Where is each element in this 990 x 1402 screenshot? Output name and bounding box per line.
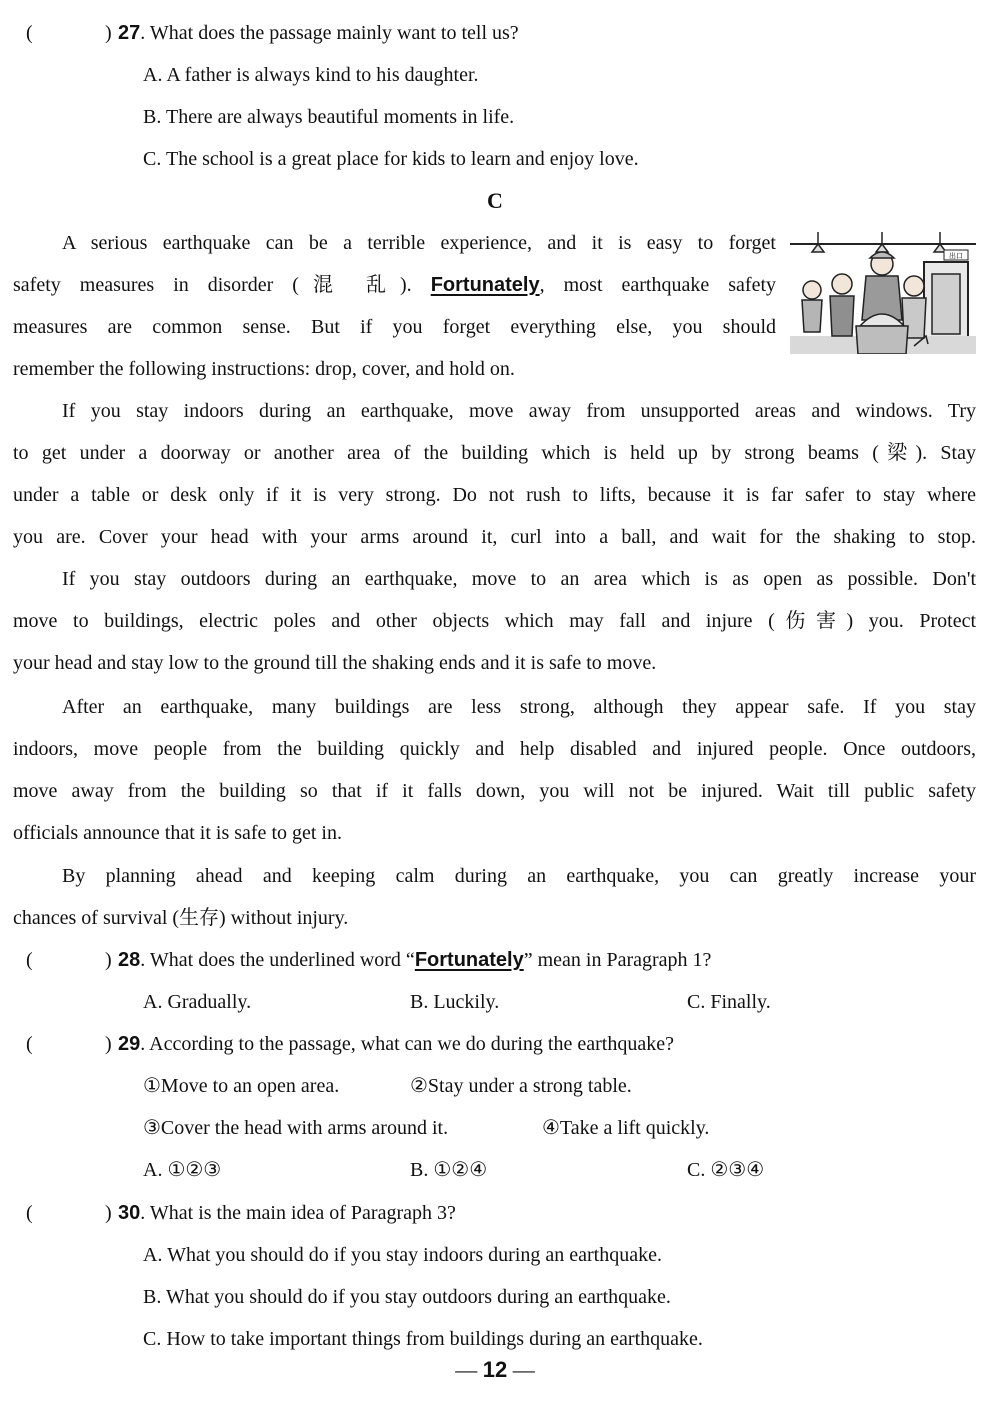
answer-paren-close: ) (105, 1033, 112, 1055)
earthquake-evacuation-illustration (790, 228, 976, 354)
choice-item-1: ①Move to an open area. (143, 1075, 340, 1097)
choice-item-3: ③Cover the head with arms around it. (143, 1117, 449, 1139)
option-b: B. What you should do if you stay outdoors during an earthquake. (143, 1286, 671, 1308)
answer-paren-open: ( (26, 22, 33, 44)
answer-paren-close: ) (105, 949, 112, 971)
answer-paren-open: ( (26, 1033, 33, 1055)
question-number: 30 (118, 1202, 141, 1224)
paragraph-line: under a table or desk only if it is very strong. Do not rush to lifts, because it is far safer to stay where (13, 484, 976, 506)
option-c: C. ②③④ (687, 1159, 765, 1181)
option-a: A. What you should do if you stay indoors during an earthquake. (143, 1244, 662, 1266)
paragraph-line: By planning ahead and keeping calm during an earthquake, you can greatly increase your (62, 865, 976, 887)
underlined-word: Fortunately (430, 274, 540, 296)
question-stem: 29. According to the passage, what can we do during the earthquake? (118, 1033, 674, 1055)
paragraph-line: measures are common sense. But if you forget everything else, you should (13, 316, 776, 338)
option-c: C. How to take important things from buildings during an earthquake. (143, 1328, 703, 1350)
section-title: C (487, 188, 503, 213)
option-b: B. Luckily. (410, 991, 500, 1013)
option-c: C. Finally. (687, 991, 771, 1013)
paragraph-line: your head and stay low to the ground till the shaking ends and it is safe to move. (13, 652, 657, 674)
answer-paren-close: ) (105, 22, 112, 44)
answer-paren-open: ( (26, 949, 33, 971)
question-number: 28 (118, 949, 141, 971)
question-stem: 27. What does the passage mainly want to tell us? (118, 22, 519, 44)
paragraph-line: remember the following instructions: drop, cover, and hold on. (13, 358, 515, 380)
option-c: C. The school is a great place for kids to learn and enjoy love. (143, 148, 639, 170)
question-stem: 30. What is the main idea of Paragraph 3? (118, 1202, 456, 1224)
answer-paren-close: ) (105, 1202, 112, 1224)
option-a: A. ①②③ (143, 1159, 222, 1181)
paragraph-line: If you stay outdoors during an earthquake, move to an area which is as open as possible. Don't (62, 568, 976, 590)
paragraph-line: move away from the building so that if it falls down, you will not be injured. Wait till public safety (13, 780, 976, 802)
page-number: — 12 — (455, 1357, 535, 1382)
paragraph-line: officials announce that it is safe to get in. (13, 822, 342, 844)
paragraph-line: you are. Cover your head with your arms around it, curl into a ball, and wait for the shaking to stop. (13, 526, 976, 548)
question-number: 27 (118, 22, 141, 44)
paragraph-line: safety measures in disorder (混 乱). Fortunately, most earthquake safety (13, 274, 777, 296)
choice-item-2: ②Stay under a strong table. (410, 1075, 632, 1097)
paragraph-line: to get under a doorway or another area of the building which is held up by strong beams (梁). Stay (13, 442, 976, 464)
paragraph-line: move to buildings, electric poles and other objects which may fall and injure (伤害) you. Protect (13, 610, 976, 632)
underlined-word: Fortunately (414, 949, 524, 971)
paragraph-line: If you stay indoors during an earthquake, move away from unsupported areas and windows. Try (62, 400, 976, 422)
paragraph-line: A serious earthquake can be a terrible experience, and it is easy to forget (62, 232, 776, 254)
answer-paren-open: ( (26, 1202, 33, 1224)
option-a: A. A father is always kind to his daughter. (143, 64, 479, 86)
option-b: B. There are always beautiful moments in life. (143, 106, 515, 128)
choice-item-4: ④Take a lift quickly. (542, 1117, 710, 1139)
option-b: B. ①②④ (410, 1159, 488, 1181)
paragraph-line: indoors, move people from the building quickly and help disabled and injured people. Once outdoors, (13, 738, 976, 760)
question-number: 29 (118, 1033, 141, 1055)
question-stem: 28. What does the underlined word “Fortunately” mean in Paragraph 1? (118, 949, 712, 971)
paragraph-line: After an earthquake, many buildings are less strong, although they appear safe. If you stay (62, 696, 976, 718)
exit-sign: 出口 (949, 252, 963, 260)
paragraph-line: chances of survival (生存) without injury. (13, 907, 349, 929)
option-a: A. Gradually. (143, 991, 252, 1013)
